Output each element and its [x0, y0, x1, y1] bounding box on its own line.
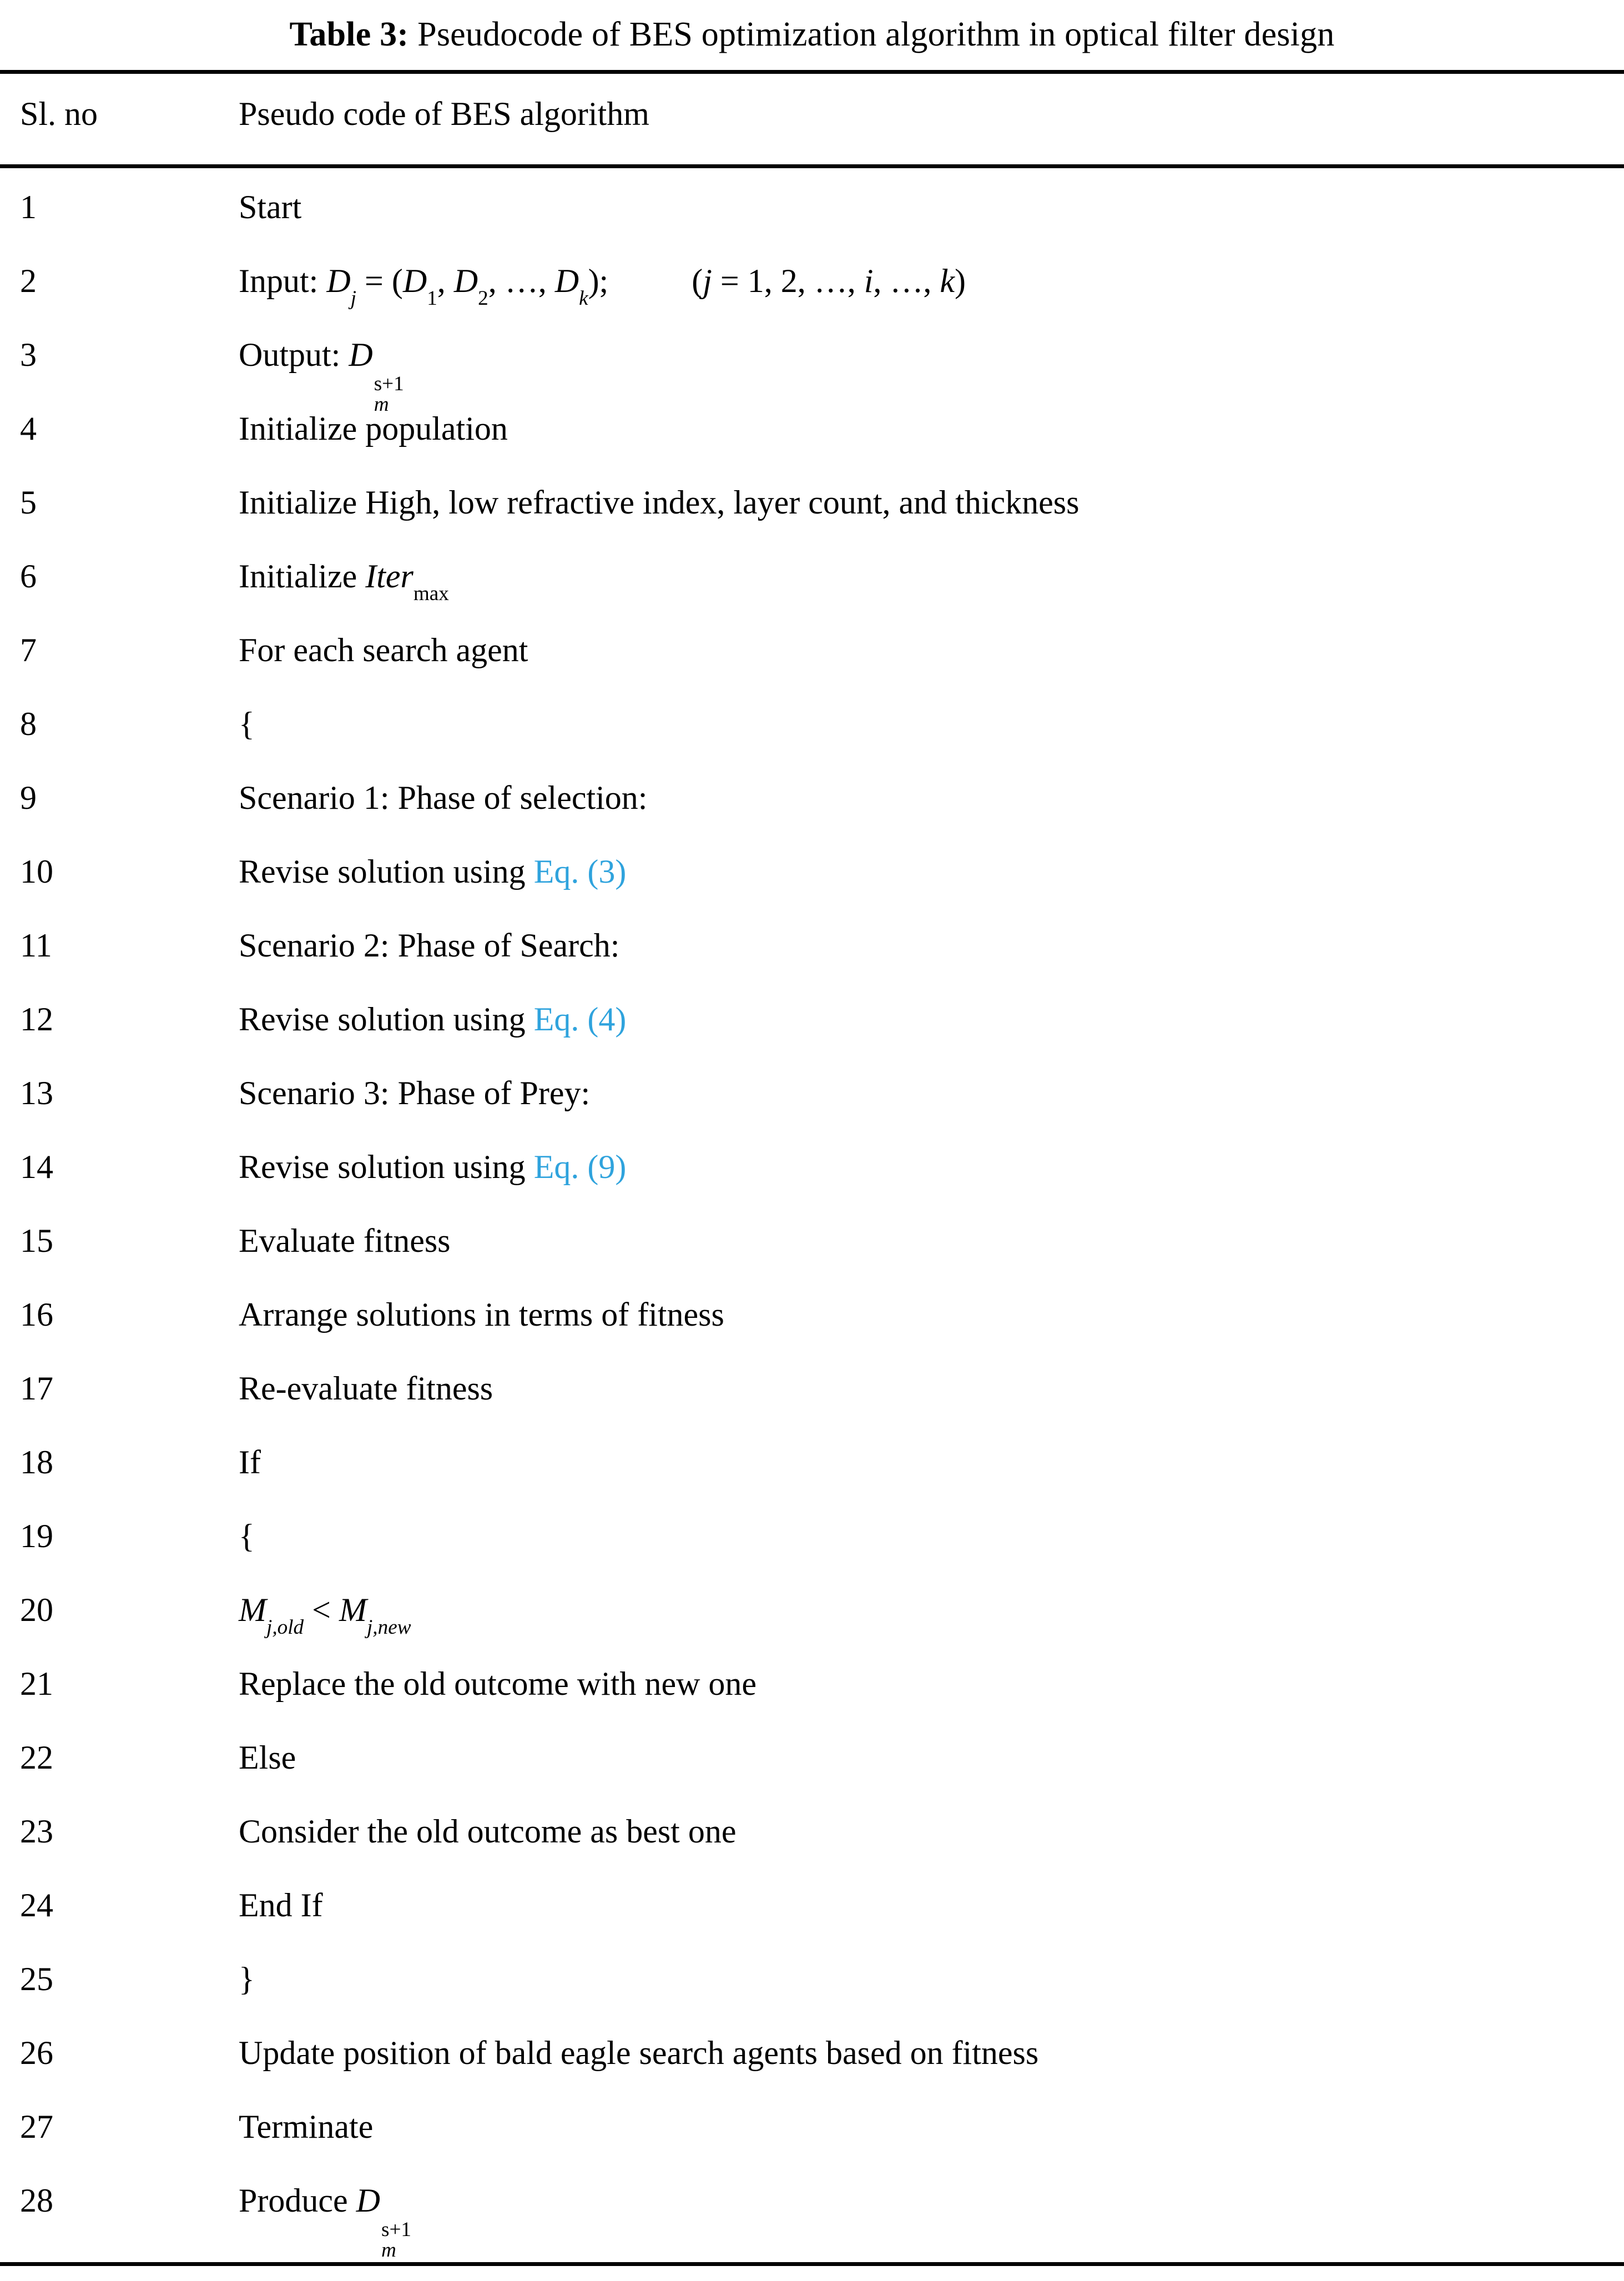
math-var-D: D	[356, 2182, 380, 2219]
row-number: 7	[20, 632, 37, 668]
table-row	[0, 1358, 1624, 1432]
math-var-M: M	[239, 1592, 266, 1628]
row-text: Produce D s+1 m	[239, 2182, 412, 2262]
row-text: Scenario 1: Phase of selection:	[239, 779, 648, 816]
row-number: 18	[20, 1444, 53, 1481]
table-row	[0, 693, 1624, 767]
row-text: End If	[239, 1887, 323, 1924]
equation-link[interactable]: Eq. (3)	[533, 853, 627, 890]
row-number: 25	[20, 1961, 53, 1997]
row-text: Else	[239, 1739, 296, 1776]
row-text: {	[239, 1518, 255, 1554]
row-number: 9	[20, 779, 37, 816]
table-row	[0, 1727, 1624, 1801]
row-text: Revise solution using Eq. (3)	[239, 853, 627, 890]
row-text: Start	[239, 189, 302, 225]
table-row	[0, 472, 1624, 546]
math-var-M2: M	[339, 1592, 367, 1628]
row-number: 26	[20, 2035, 53, 2071]
table-row	[0, 1063, 1624, 1136]
row-text: Scenario 2: Phase of Search:	[239, 927, 620, 964]
row-text: {	[239, 706, 255, 742]
row-number: 12	[20, 1001, 53, 1038]
table-row	[0, 324, 1624, 416]
output-label: Output:	[239, 336, 349, 373]
table-row	[0, 2096, 1624, 2170]
row-text: If	[239, 1444, 261, 1481]
row-number: 27	[20, 2108, 53, 2145]
initialize-label: Initialize	[239, 558, 366, 595]
column-header-sl-no: Sl. no	[20, 95, 98, 132]
row-text: Re-evaluate fitness	[239, 1370, 493, 1407]
table-header-row	[0, 83, 1624, 144]
row-text: Revise solution using Eq. (4)	[239, 1001, 627, 1038]
table-row	[0, 620, 1624, 693]
table-row	[0, 1505, 1624, 1579]
table-row	[0, 546, 1624, 620]
row-number: 8	[20, 706, 37, 742]
table-row	[0, 1801, 1624, 1875]
rule-header	[0, 164, 1624, 168]
row-text: }	[239, 1961, 255, 1997]
table-row	[0, 767, 1624, 841]
table-row	[0, 1210, 1624, 1284]
table-row	[0, 1653, 1624, 1727]
table-row	[0, 1579, 1624, 1653]
produce-label: Produce	[239, 2182, 356, 2219]
caption-label: Table 3:	[289, 16, 409, 54]
row-text: For each search agent	[239, 632, 528, 668]
table-caption	[0, 0, 1624, 70]
row-text: Revise solution using Eq. (9)	[239, 1149, 627, 1185]
row-number: 21	[20, 1665, 53, 1702]
math-equals: =	[365, 263, 384, 299]
row-number: 16	[20, 1296, 53, 1333]
row-text: Output: D s+1 m	[239, 336, 404, 416]
table-row	[0, 1875, 1624, 1948]
row-text: Terminate	[239, 2108, 374, 2145]
row-number: 3	[20, 336, 37, 373]
row-number: 6	[20, 558, 37, 595]
table-row	[0, 398, 1624, 472]
row-text: Arrange solutions in terms of fitness	[239, 1296, 724, 1333]
row-number: 10	[20, 853, 53, 890]
table-row	[0, 989, 1624, 1063]
row-number: 5	[20, 484, 37, 521]
row-text: Replace the old outcome with new one	[239, 1665, 757, 1702]
rule-top	[0, 70, 1624, 74]
row-text	[239, 250, 966, 311]
row-number: 19	[20, 1518, 53, 1554]
column-header-pseudo-code: Pseudo code of BES algorithm	[239, 95, 649, 132]
math-subscript-j: j	[350, 287, 357, 310]
equation-link[interactable]: Eq. (4)	[533, 1001, 627, 1038]
table-row	[0, 2170, 1624, 2262]
math-var-iter: Iter	[365, 558, 413, 595]
row-number: 13	[20, 1075, 53, 1111]
table-row	[0, 1948, 1624, 2022]
input-label: Input:	[239, 263, 327, 299]
table-row	[0, 915, 1624, 989]
row-text: Evaluate fitness	[239, 1222, 451, 1259]
row-number: 11	[20, 927, 52, 964]
math-var-D: D	[326, 263, 351, 299]
math-tuple: ($D_1$, $D_2$, …, $D_k$);	[391, 263, 609, 310]
caption-text: Pseudocode of BES optimization algorithm in optical filter design	[417, 16, 1335, 54]
row-number: 15	[20, 1222, 53, 1259]
table-row	[0, 1284, 1624, 1358]
row-number: 24	[20, 1887, 53, 1924]
rule-bottom	[0, 2262, 1624, 2266]
row-number: 2	[20, 263, 37, 299]
table-row	[0, 177, 1624, 250]
row-number: 14	[20, 1149, 53, 1185]
table-row	[0, 1432, 1624, 1505]
row-text: Initialize population	[239, 410, 508, 447]
math-index-condition: (j = 1, 2, …, i, …, k)	[692, 263, 966, 299]
row-text	[239, 546, 449, 607]
row-text: Consider the old outcome as best one	[239, 1813, 737, 1850]
table-row	[0, 841, 1624, 915]
row-text: Update position of bald eagle search agents based on fitness	[239, 2035, 1039, 2071]
math-less-than: <	[312, 1592, 331, 1628]
math-subscript-j-old: j,old	[266, 1616, 304, 1639]
equation-link[interactable]: Eq. (9)	[533, 1149, 627, 1185]
row-number: 28	[20, 2182, 53, 2219]
table-row	[0, 2022, 1624, 2096]
row-number: 4	[20, 410, 37, 447]
row-number: 23	[20, 1813, 53, 1850]
row-text	[239, 1579, 411, 1640]
row-text: Scenario 3: Phase of Prey:	[239, 1075, 591, 1111]
row-number: 20	[20, 1592, 53, 1628]
math-subscript-j-new: j,new	[366, 1616, 411, 1639]
math-var-D: D	[349, 336, 373, 373]
math-subscript-max: max	[413, 582, 449, 606]
row-text: Initialize High, low refractive index, layer count, and thickness	[239, 484, 1080, 521]
table-row	[0, 1136, 1624, 1210]
row-number: 22	[20, 1739, 53, 1776]
row-number: 17	[20, 1370, 53, 1407]
table-body	[0, 177, 1624, 2262]
table-row	[0, 250, 1624, 324]
row-number: 1	[20, 189, 37, 225]
